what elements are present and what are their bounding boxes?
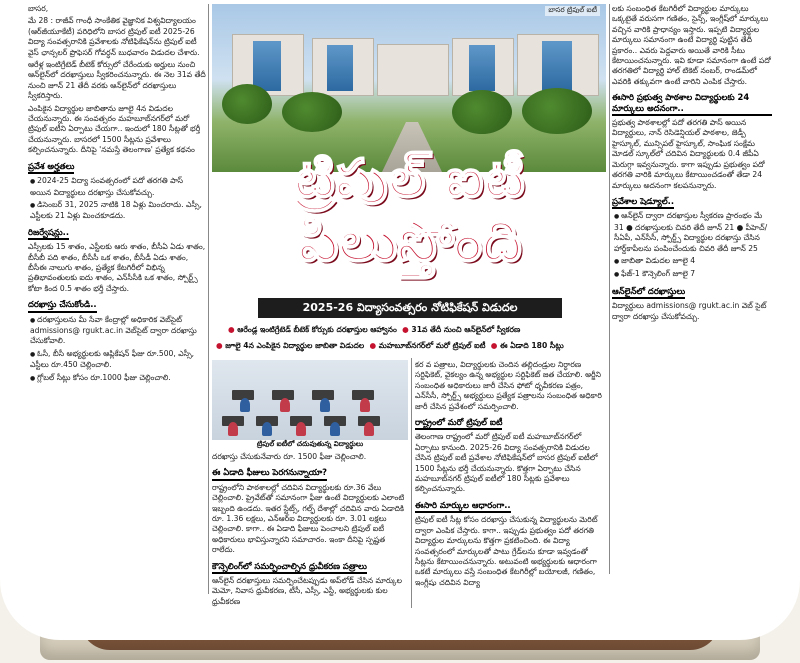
column-divider (208, 4, 209, 594)
counselling-text: ఆన్‌లైన్ దరఖాస్తులు సమర్పించేటప్పుడు అప్‌లోడ్ చేసిన మార్కుల మెమో, నివాస ధ్రువీకరణ, టీసీ, ఎస్సీ, ఎస్టీ, అభ్యర్థులకు కుల ధ్రువీకరణ (212, 576, 402, 606)
apply-heading: దరఖాస్తు చేసుకోండి.. (28, 299, 97, 312)
schedule-item: ● జాబితా విడుదల జూలై 4 (612, 256, 772, 267)
schedule-item: ● ఆన్‌లైన్ ద్వారా దరఖాస్తుల స్వీకరణ ప్రారంభం మే 31 ● దరఖాస్తులకు చివరి తేదీ జూన్ 21 ● పీహెచ్/సీఏపీ, ఎన్‌సీసీ, స్పోర్ట్స్ విద్యార్థుల దరఖాస్తు చేసిన హార్డ్‌కాపీలను పంపించేందుకు చివరి తేదీ జూన్ 25 (612, 211, 772, 254)
campus-building (452, 38, 514, 96)
online-apply-heading: ఆన్‌లైన్‌లో దరఖాస్తులు (612, 286, 685, 299)
left-intro-paragraph-3: ఎంపికైన విద్యార్థుల జాబితాను జూలై 4న విడుదల చేయనున్నారు. ఈ సంవత్సరం మహబూబ్‌నగర్‌లో మరో ట్రిపుల్ ఐటీని ఏర్పాటు చేయగా.. ఇందులో 180 సీట్లతో భర్తీ చేయనున్నారు. బాసరలో 1500 సీట్లను ప్రవేశాలు కల్పించనున్నారు. దీనిపై 'నమస్తే తెలంగాణ' ప్రత్యేక కథనం (28, 103, 201, 155)
middle-column-b (415, 360, 607, 610)
second-iiit-heading: రాష్ట్రంలో మరో ట్రిపుల్ ఐటీ (415, 417, 502, 430)
fees-text: రాష్ట్రంలోని పాఠశాలల్లో చదివిన విద్యార్థులకు రూ.36 వేలు చెల్లించాలి. ప్రైవేట్‌తో సమానంగా ఫీజు ఉంటే విద్యార్థులకు ఎలాంటి ఇబ్బంది ఉండదు. ఇతర స్టేట్స్, గల్ఫ్ దేశాల్లో చదివిన వారు ఏడాదికి రూ. 1.36 లక్షలు, ఎన్‌ఆర్‌ఐ విద్యార్థులకు రూ. 3.01 లక్షలు చెల్లించాలి. కాగా.. ఈ ఏడాది ఫీజులు పెంచాలని ట్రిపుల్ ఐటీ అధికారులు భావిస్తున్నారని సమాచారం. ఇంకా దీనిపై స్పష్టత రాలేదు. (212, 482, 405, 555)
right-column (612, 4, 772, 564)
schedule-heading: ప్రవేశాల షెడ్యూల్.. (612, 196, 674, 209)
left-dateline: బాసర, (28, 4, 49, 13)
left-column (28, 4, 206, 579)
apply-item: ● దరఖాస్తులను మీ సేవా కేంద్రాల్లో అధికారిక వెబ్‌సైట్ admissions@ rgukt.ac.in వెబ్‌సైట్ ద్వారా దరఖాస్తు చేసుకోవాలి. (28, 315, 206, 347)
tree (282, 92, 342, 132)
highlight-item: జూలై 4న ఎంపికైన విద్యార్థుల జాబితా విడుదల (225, 341, 365, 350)
highlight-item: ఈ ఏడాది 180 సీట్లు (500, 341, 564, 350)
online-apply-text: విద్యార్థులు admissions@ rgukt.ac.in వెబ్ సైట్ ద్వారా దరఖాస్తు చేసుకోవచ్చు. (612, 301, 767, 321)
headline-line-1: ట్రిపుల్ ఐటీ (294, 149, 526, 209)
column-divider (609, 4, 610, 574)
govt-school-text: ప్రభుత్వ పాఠశాలల్లో పదో తరగతి పాస్ అయిన విద్యార్థులు, నాన్ రెసిడెన్షియల్ పాఠశాల, జెడ్పీ హైస్కూల్, మున్సిపల్ హైస్కూల్, సాంఘిక సంక్షేమ మోడల్ స్కూల్‌లో చదివిన విద్యార్థులకు 0.4 జీపీఏ మెరుగ్గా ఇవ్వనున్నారు. కాగా ఇప్పుడు ప్రభుత్వం పదో తరగతి వారికి మార్కులు కేటాయించడంతో తేడా 24 మార్కులు అదనంగా కలపనున్నారు. (612, 118, 765, 190)
eligibility-item: ● 2024-25 విద్యా సంవత్సరంలో పదో తరగతి పాస్ అయిన విద్యార్థులు దరఖాస్తు చేసుకోవచ్చు. (28, 176, 206, 198)
apply-item: ● గ్లోబల్ సీట్లు కోసం రూ.1000 ఫీజు చెల్లించాలి. (28, 373, 206, 384)
mid-b-intro: కర వ పత్రాలు, విద్యార్థులకు చెందిన తల్లిదండ్రుల నిర్ధారణ సర్టిఫికెట్, వైకల్యం ఉన్న అభ్యర్థుల సర్టిఫికెట్ జత చేయాలి. అర్జీని సంబంధిత అధికారులు జారీ చేసిన ఫోటో ధృవీకరణ పత్రం, ఎన్‌సీసీ, స్పోర్ట్స్ అభ్యర్థులు ప్రత్యేక పత్రాలను సంబంధిత అధికారి జారీ చేసిన ప్రవేశంలో సమర్పించాలి. (415, 360, 602, 411)
mid-a-intro: దరఖాస్తు చేసుకునేవారు రూ. 1500 ఫీజు చెల్లించాలి. (212, 452, 367, 461)
tree (222, 84, 272, 124)
left-intro-paragraph-2: ఆరేళ్ల ఇంటిగ్రేటెడ్ బీటెక్ కోర్సులో చేరేందుకు అర్హులు నుంచి ఆన్‌లైన్‌లో దరఖాస్తులు స్వీకరించనున్నారు. ఈ నెల 31వ తేదీ నుంచి జూన్ 21 తేదీ వరకు ఆన్‌లైన్‌లో దరఖాస్తులు స్వీకరిస్తారు. (28, 60, 206, 101)
eligibility-heading: ప్రవేశ అర్హతలు (28, 161, 74, 174)
middle-column-a (212, 452, 408, 622)
second-iiit-text: తెలంగాణ రాష్ట్రంలో మరో ట్రిపుల్ ఐటీ మహబూబ్‌నగర్‌లో ఏర్పాటు కానుంది. 2025-26 విద్యా సంవత్సరానికి విడుదల చేసిన ట్రిపుల్ ఐటీ ప్రవేశాల నోటిఫికేషన్‌లో బాసర ట్రిపుల్ ఐటీలో 1500 సీట్లను భర్తీ చేయనున్నారు. కొత్తగా ఏర్పాటు చేసిన మహబూబ్‌నగర్ ట్రిపుల్ ఐటీలో 180 సీట్లకు ప్రవేశాలు కల్పించనున్నారు. (415, 432, 598, 494)
campus-photo-caption: బాసర ట్రిపుల్ ఐటీ (545, 6, 600, 16)
students-photo (212, 360, 408, 440)
reservations-heading: రిజర్వేషన్లు.. (28, 227, 69, 240)
highlights-row-2: ● జూలై 4న ఎంపికైన విద్యార్థుల జాబితా విడుదల ● మహబూబ్‌నగర్‌లో మరో ట్రిపుల్ ఐటీ ● ఈ ఏడాది 180 సీట్లు (216, 341, 564, 350)
marks-text: ట్రిపుల్ ఐటీ సీట్ల కోసం దరఖాస్తు చేసుకున్న విద్యార్థులను మెరిట్ ద్వారా ఎంపిక చేస్తారు. కాగా.. ఇప్పుడు ప్రభుత్వం పదో తరగతి విద్యార్థుల మార్కులను కొత్తగా ప్రకటించింది. ఈ విద్యా సంవత్సరంలో మార్కులతో పాటు గ్రేడ్‌లను కూడా ఇవ్వడంతో సీట్లను కేటాయించనున్నారు. అటువంటి అభ్యర్థులకు ఆధారంగా ఒకటే మార్కులు వస్తే సంబంధిత కేటగిరీల్లో బయోలజీ, గణితం, ఇంగ్లీషు చదివిన విద్యా (415, 515, 598, 587)
left-intro-paragraph-1: మే 28 : రాజీవ్ గాంధీ సాంకేతిక వైజ్ఞానిక విశ్వవిద్యాలయం (ఆర్‌జీయూకేటీ) పరిధిలోని బాసర ట్రిపుల్ ఐటీ 2025-26 విద్యా సంవత్సరానికి ప్రవేశాలకు నోటిఫికేషన్‌ను ట్రిపుల్ ఐటీ వైస్ ఛాన్సలర్ ప్రొఫెసర్ గోవర్ధన్ బుధవారం విడుదల చేశారు. (28, 16, 200, 57)
govt-school-heading: ఈసారి ప్రభుత్వ పాఠశాల విద్యార్థులకు 24 మార్కులు అదనంగా.. (612, 92, 772, 116)
apply-item: ● ఓసీ, బీసీ అభ్యర్థులకు ఆప్లికేషన్ ఫీజు రూ.500, ఎస్సీ, ఎస్టీలు రూ.450 చెల్లించాలి. (28, 349, 206, 371)
schedule-item: ● ఫేజ్-1 కౌన్సెలింగ్ జూలై 7 (612, 269, 772, 280)
counselling-heading: కౌన్సెలింగ్‌లో సమర్పించాల్సిన ధ్రువీకరణ పత్రాలు (212, 561, 367, 574)
tree (452, 90, 512, 134)
fees-heading: ఈ ఏడాది ఫీజులు పెరగనున్నాయా? (212, 467, 327, 480)
highlight-item: 31వ తేదీ నుంచి ఆన్‌లైన్‌లో స్వీకరణ (411, 325, 521, 334)
students-photo-caption: ట్రిపుల్ ఐటీలో చదువుతున్న విద్యార్థులు (256, 440, 364, 448)
tree (522, 88, 592, 134)
highlights-row-1: ● ఆరేండ్ల ఇంటిగ్రేటెడ్ బీటెక్ కోర్సుకు దరఖాస్తుల ఆహ్వానం ● 31వ తేదీ నుంచి ఆన్‌లైన్‌లో స్వీకరణ (228, 325, 521, 334)
right-intro: లకు సంబంధిత కేటగిరీలో విద్యార్థుల మార్కులు ఒక్కటైతే వరుసగా గణితం, సైన్స్, ఇంగ్లీష్‌లో మార్కులు వచ్చిన వారికి ప్రాధాన్యం ఇస్తారు. ఇప్పటి విద్యార్థుల మార్కులు సమానంగా ఉంటే విద్యార్థి పుట్టిన తేదీ ప్రకారం.. ఎవరు పెద్దవారు అయితే వారికి సీటు కేటాయించనున్నారు. ఇవి కూడా సమానంగా ఉంటే పదో తరగతిలో విద్యార్థి హాల్ టికెట్ నంబర్, రాండమ్‌లో ఎవరికి తక్కువగా ఉంటే వారిని ఎంపిక చేస్తారు. (612, 4, 771, 86)
campus-building (312, 38, 374, 96)
marks-heading: ఈసారి మార్కుల ఆధారంగా.. (415, 500, 511, 513)
campus-building (377, 44, 449, 96)
notification-banner: 2025-26 విద్యాసంవత్సరం నోటిఫికేషన్ విడుదల (258, 298, 562, 318)
headline-line-2: పిలుస్తోంది (298, 209, 522, 274)
highlight-item: ఆరేండ్ల ఇంటిగ్రేటెడ్ బీటెక్ కోర్సుకు దరఖాస్తుల ఆహ్వానం (237, 325, 397, 334)
highlight-item: మహబూబ్‌నగర్‌లో మరో ట్రిపుల్ ఐటీ (378, 341, 486, 350)
column-divider (411, 358, 412, 608)
campus-building (517, 34, 599, 96)
eligibility-item: ● డిసెంబర్ 31, 2025 నాటికి 18 ఏళ్లు మించరాదు. ఎస్సీ, ఎస్టీలకు 21 ఏళ్లు మించకూడదు. (28, 200, 206, 222)
reservations-text: ఎస్సీలకు 15 శాతం, ఎస్టీలకు ఆరు శాతం, బీసీఏ ఏడు శాతం, బీసీబీ పది శాతం, బీసీసీ ఒక శాతం, బీసీడీ ఏడు శాతం, బీసీఈ నాలుగు శాతం, ప్రత్యేక కేటగిరీలో విభిన్న ప్రతిభావంతులకు ఐదు శాతం, ఎన్‌సీసీకి ఒక శాతం, స్పోర్ట్స్ కోటా కింద 0.5 శాతం భర్తీ చేస్తారు. (28, 242, 206, 293)
campus-photo (212, 4, 606, 172)
